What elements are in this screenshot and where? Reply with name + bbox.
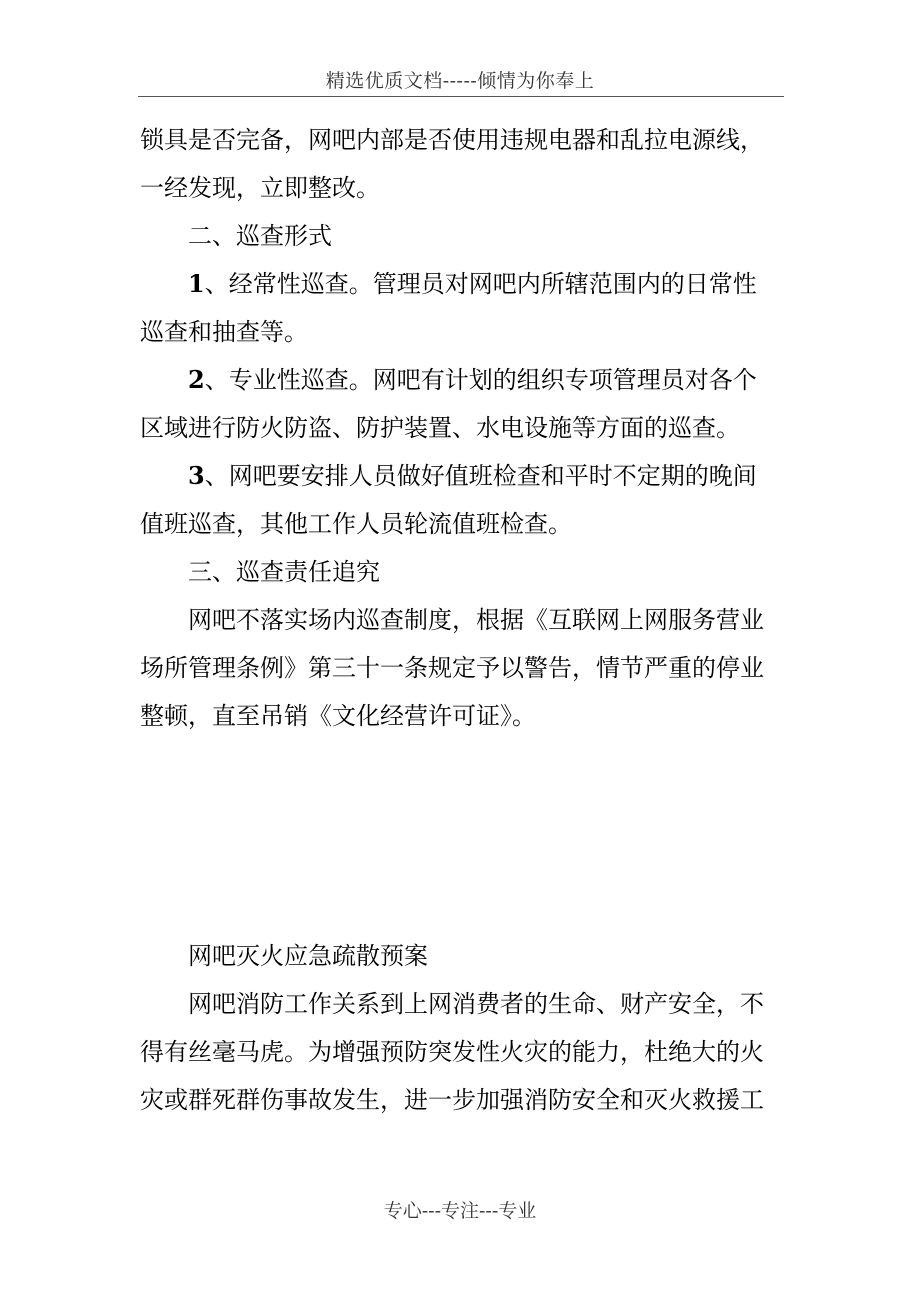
paragraph-line: 锁具是否完备，网吧内部是否使用违规电器和乱拉电源线， (140, 126, 764, 154)
list-item-1 (140, 260, 782, 308)
section-heading-inspection-form: 二、巡查形式 (188, 222, 332, 250)
paragraph-line: 灾或群死群伤事故发生，进一步加强消防安全和灭火救援工 (140, 1086, 764, 1114)
paragraph-line: 网吧消防工作关系到上网消费者的生命、财产安全，不 (188, 990, 764, 1018)
paragraph-line: 一经发现，立即整改。 (140, 174, 380, 202)
list-number: 3 (188, 461, 205, 490)
paragraph-line: 网吧不落实场内巡查制度，根据《互联网上网服务营业 (188, 606, 764, 634)
paragraph-line: 值班巡查，其他工作人员轮流值班检查。 (140, 510, 572, 538)
page-header: 精选优质文档-----倾情为你奉上 (325, 70, 595, 92)
paragraph-line: 整顿，直至吊销《文化经营许可证》。 (140, 702, 536, 730)
list-number: 1 (188, 269, 205, 298)
list-text: 、专业性巡查。网吧有计划的组织专项管理员对各个 (204, 366, 757, 394)
paragraph-line: 区域进行防火防盗、防护装置、水电设施等方面的巡查。 (140, 414, 740, 442)
blank-space (140, 740, 782, 932)
list-text: 、经常性巡查。管理员对网吧内所辖范围内的日常性 (204, 270, 757, 298)
page-footer: 专心---专注---专业 (383, 1200, 537, 1222)
list-item-3 (140, 452, 782, 500)
section-heading-accountability: 三、巡查责任追究 (188, 558, 380, 586)
paragraph-line: 巡查和抽查等。 (140, 318, 308, 346)
header-divider (138, 96, 784, 97)
paragraph-line: 场所管理条例》第三十一条规定予以警告，情节严重的停业 (140, 654, 764, 682)
document-title: 网吧灭火应急疏散预案 (188, 942, 428, 970)
paragraph-line: 得有丝毫马虎。为增强预防突发性火灾的能力，杜绝大的火 (140, 1038, 764, 1066)
list-text: 、网吧要安排人员做好值班检查和平时不定期的晚间 (204, 462, 757, 490)
list-number: 2 (188, 365, 205, 394)
document-body (140, 116, 782, 1124)
list-item-2 (140, 356, 782, 404)
